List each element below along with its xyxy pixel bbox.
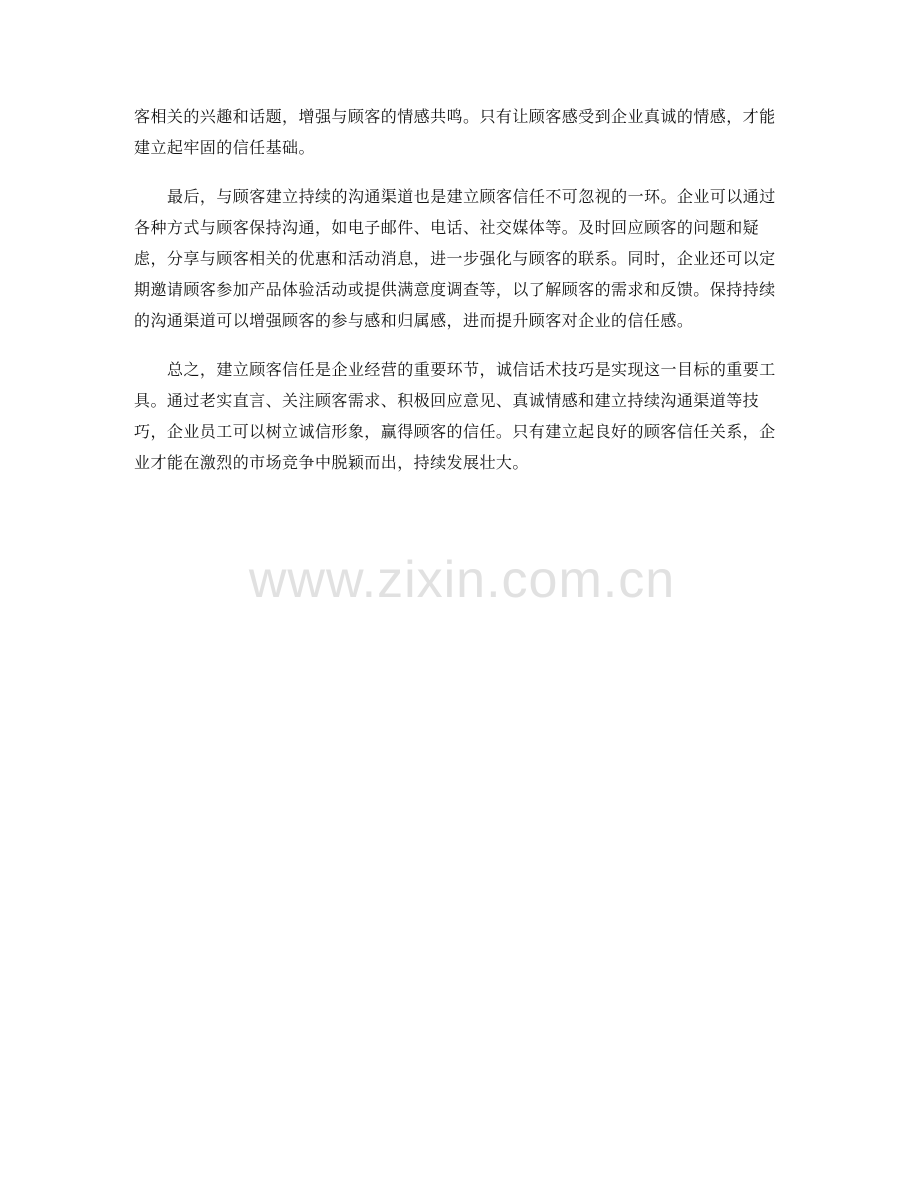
document-body: [134, 101, 789, 478]
watermark-text: www.zixin.com.cn: [248, 551, 676, 609]
paragraph-continuation: 客相关的兴趣和话题，增强与顾客的情感共鸣。只有让顾客感受到企业真诚的情感，才能建立起牢固的信任基础。: [134, 107, 776, 157]
paragraph-conclusion: 总之，建立顾客信任是企业经营的重要环节，诚信话术技巧是实现这一目标的重要工具。通过老实直言、关注顾客需求、积极回应意见、真诚情感和建立持续沟通渠道等技巧，企业员工可以树立诚信形象，赢得顾客的信任。只有建立起良好的顾客信任关系，企业才能在激烈的市场竞争中脱颖而出，持续发展壮大。: [134, 360, 776, 472]
paragraph-communication-channel: 最后，与顾客建立持续的沟通渠道也是建立顾客信任不可忽视的一环。企业可以通过各种方式与顾客保持沟通，如电子邮件、电话、社交媒体等。及时回应顾客的问题和疑虑，分享与顾客相关的优惠和活动消息，进一步强化与顾客的联系。同时，企业还可以定期邀请顾客参加产品体验活动或提供满意度调查等，以了解顾客的需求和反馈。保持持续的沟通渠道可以增强顾客的参与感和归属感，进而提升顾客对企业的信任感。: [134, 187, 776, 330]
